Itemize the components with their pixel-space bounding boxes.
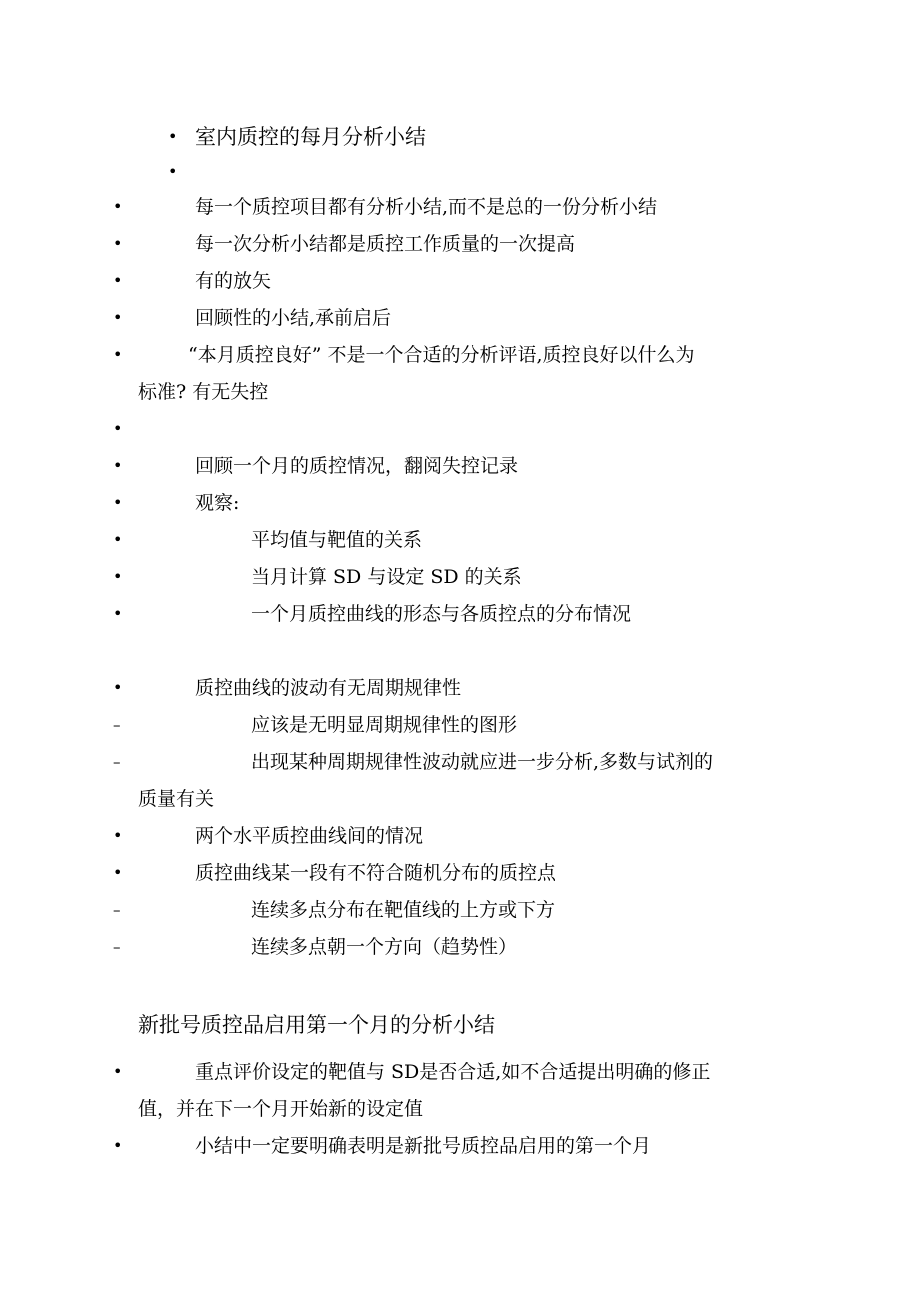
bullet-marker: • [113, 826, 123, 845]
dash-marker: – [113, 901, 121, 919]
list-item: 两个水平质控曲线间的情况 [195, 825, 424, 847]
bullet-marker: • [113, 308, 123, 327]
bullet-marker: • [113, 456, 123, 475]
bullet-marker: • [113, 493, 123, 512]
bullet-marker: • [113, 197, 123, 216]
list-item: 平均值与靶值的关系 [251, 529, 423, 551]
bullet-marker: • [113, 1062, 123, 1081]
bullet-marker: • [113, 530, 123, 549]
bullet-marker: • [113, 345, 123, 364]
list-item: 当月计算 SD 与设定 SD 的关系 [251, 566, 522, 588]
list-item: 有的放矢 [195, 270, 272, 292]
bullet-marker: • [168, 162, 178, 181]
bullet-marker: • [113, 419, 123, 438]
list-item: 每一次分析小结都是质控工作质量的一次提高 [195, 233, 576, 255]
list-item-continuation: 质量有关 [138, 788, 215, 810]
bullet-marker: • [113, 271, 123, 290]
list-item-continuation: 标准? 有无失控 [138, 381, 269, 403]
list-item: 连续多点朝一个方向（趋势性） [251, 936, 518, 958]
list-item: 质控曲线的波动有无周期规律性 [195, 677, 462, 699]
dash-marker: – [113, 938, 121, 956]
dash-marker: – [113, 753, 121, 771]
list-item: 出现某种周期规律性波动就应进一步分析,多数与试剂的 [251, 751, 714, 773]
bullet-marker: • [113, 1136, 123, 1155]
list-item: 观察: [195, 492, 240, 514]
list-item: 质控曲线某一段有不符合随机分布的质控点 [195, 862, 557, 884]
list-item: 回顾性的小结,承前启后 [195, 307, 392, 329]
list-item: “本月质控良好” 不是一个合适的分析评语,质控良好以什么为 [188, 344, 695, 366]
bullet-marker: • [113, 234, 123, 253]
bullet-marker: • [113, 678, 123, 697]
page-title: 室内质控的每月分析小结 [195, 125, 426, 149]
dash-marker: – [113, 716, 121, 734]
list-item-continuation: 值，并在下一个月开始新的设定值 [138, 1098, 424, 1120]
bullet-marker: • [113, 863, 123, 882]
list-item: 重点评价设定的靶值与 SD是否合适,如不合适提出明确的修正 [195, 1061, 711, 1083]
list-item: 小结中一定要明确表明是新批号质控品启用的第一个月 [195, 1135, 652, 1157]
list-item: 应该是无明显周期规律性的图形 [251, 714, 518, 736]
list-item: 回顾一个月的质控情况，翻阅失控记录 [195, 455, 519, 477]
list-item: 连续多点分布在靶值线的上方或下方 [251, 899, 556, 921]
list-item: 一个月质控曲线的形态与各质控点的分布情况 [251, 603, 632, 625]
bullet-marker: • [113, 604, 123, 623]
bullet-marker: • [113, 567, 123, 586]
list-item: 每一个质控项目都有分析小结,而不是总的一份分析小结 [195, 196, 658, 218]
section-heading: 新批号质控品启用第一个月的分析小结 [138, 1013, 495, 1037]
bullet-marker: • [168, 127, 178, 146]
